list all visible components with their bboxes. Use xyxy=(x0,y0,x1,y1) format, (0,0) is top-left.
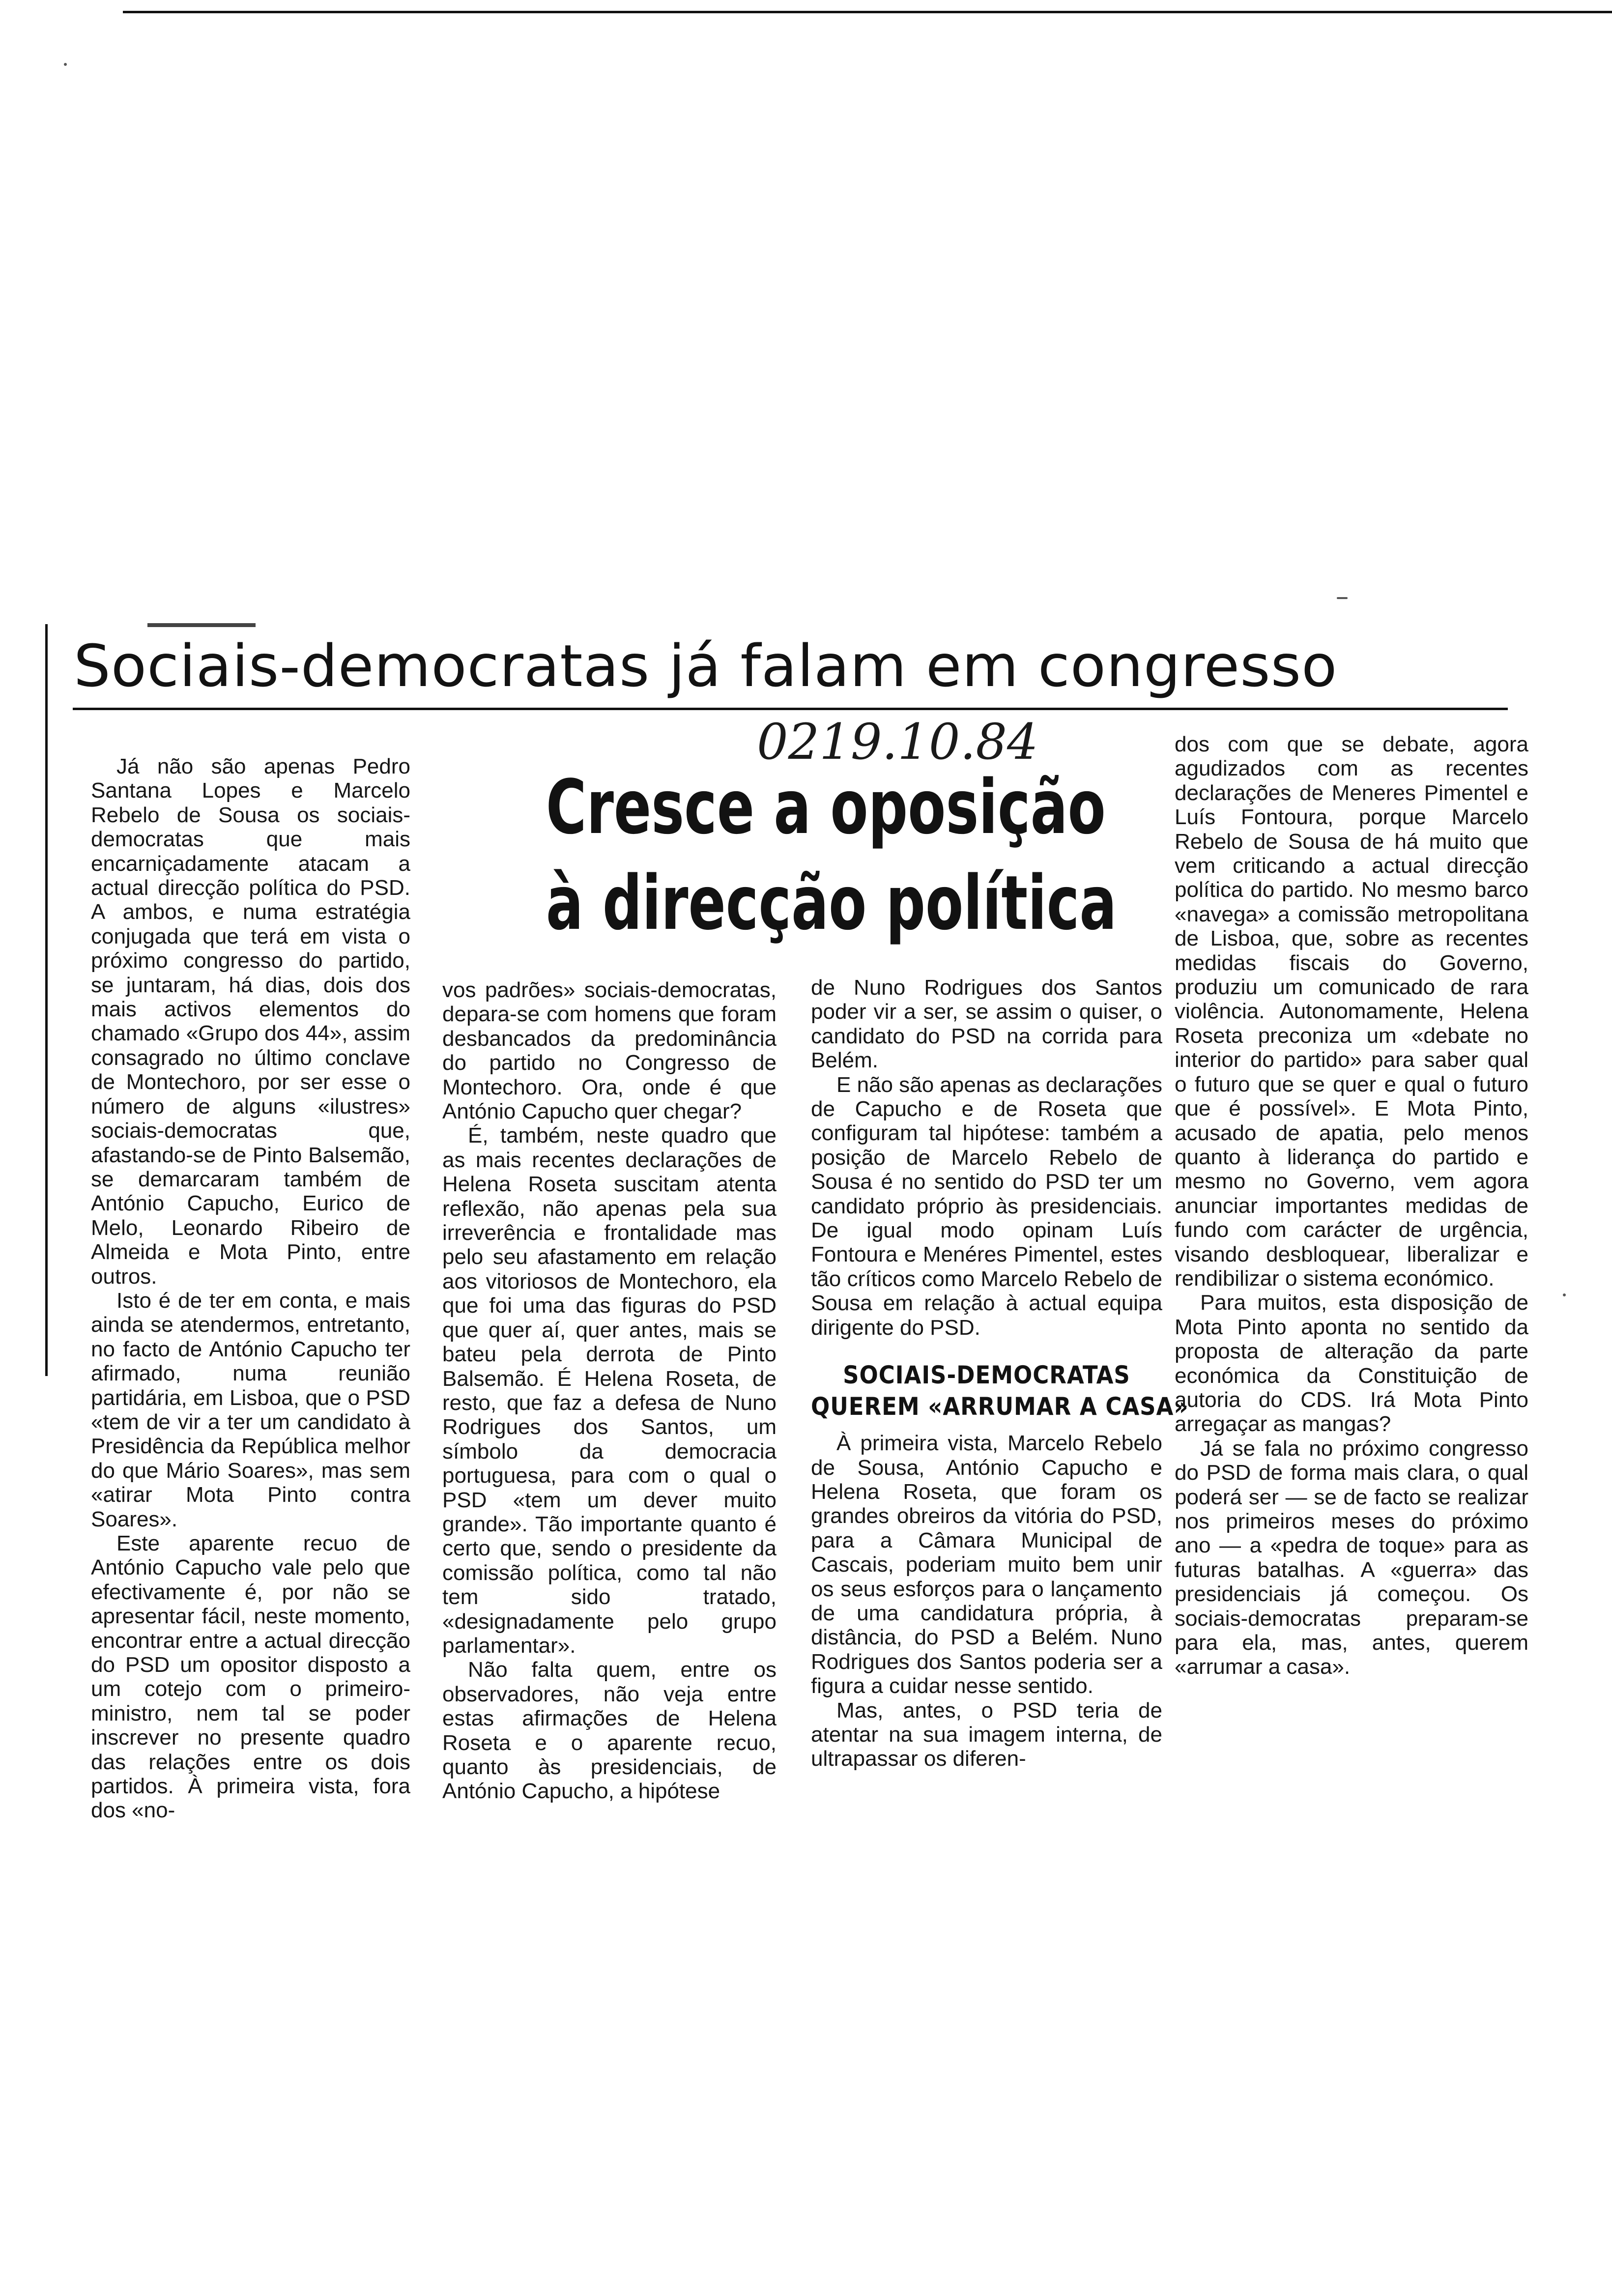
paragraph: Isto é de ter em conta, e mais ainda se atendermos, entretanto, no facto de António Capucho ter afirmado, numa reunião partidária, em Lisboa, que o PSD «tem de vir a ter um candidato à Presidência da República melhor do que Mário Soares», mas sem «atirar Mota Pinto contra Soares». xyxy=(91,1288,410,1531)
paragraph: Já se fala no próximo congresso do PSD de forma mais clara, o qual poderá ser — se de facto se realizar nos primeiros meses do próximo ano — a «pedra de toque» para as futuras batalhas. A «guerra» das presidenciais já começou. Os sociais-democratas preparam-se para ela, mas, antes, querem «arrumar a casa». xyxy=(1175,1436,1528,1679)
paragraph: dos com que se debate, agora agudizados com as recentes declarações de Meneres Pimentel e Luís Fontoura, porque Marcelo Rebelo de Sousa de há muito que vem criticando a actual direcção política do partido. No mesmo barco «navega» a comissão metropolitana de Lisboa, que, sobre as recentes medidas fiscais do Governo, produziu um comunicado de rara violência. Autonomamente, Helena Roseta preconiza um «debate no interior do partido» para saber qual o futuro que se quer e qual o futuro que é possível». E Mota Pinto, acusado de apatia, pelo menos quanto à liderança do partido e mesmo no Governo, vem agora anunciar importantes medidas de fundo com carácter de urgência, visando desbloquear, liberalizar e rendibilizar o sistema económico. xyxy=(1175,732,1528,1291)
section-heading xyxy=(811,1359,1189,1422)
scan-speck xyxy=(1337,597,1348,599)
paragraph: Este aparente recuo de António Capucho vale pelo que efectivamente é, por não se apresentar fácil, neste momento, encontrar entre a actual direcção do PSD um opositor disposto a um cotejo com o primeiro-ministro, nem tal se poder inscrever no presente quadro das relações entre os dois partidos. À primeira vista, fora dos «no- xyxy=(91,1531,410,1823)
paragraph: E não são apenas as declarações de Capucho e de Roseta que configuram tal hipótese: também a posição de Marcelo Rebelo de Sousa é no sentido do PSD ter um candidato próprio às presidenciais. De igual modo opinam Luís Fontoura e Menéres Pimentel, estes tão críticos como Marcelo Rebelo de Sousa em relação à actual equipa dirigente do PSD. xyxy=(811,1072,1162,1340)
article-column-4 xyxy=(1175,732,1528,1946)
subhead-line-1: Cresce a oposição xyxy=(546,764,1106,851)
section-heading-line-2: QUEREM «ARRUMAR A CASA» xyxy=(811,1392,1189,1421)
paragraph: À primeira vista, Marcelo Rebelo de Sousa, António Capucho e Helena Roseta, que foram os grandes obreiros da vitória do PSD, para a Câmara Municipal de Cascais, poderiam muito bem unir os seus esforços para o lançamento de uma candidatura própria, à distância, do PSD a Belém. Nuno Rodrigues dos Santos poderia ser a figura a cuidar nesse sentido. xyxy=(811,1431,1162,1698)
paragraph: de Nuno Rodrigues dos Santos poder vir a ser, se assim o quiser, o candidato do PSD na corrida para Belém. xyxy=(811,976,1162,1073)
subhead-line-2: à direcção política xyxy=(546,860,1117,947)
article-left-border xyxy=(45,624,48,1376)
headline-text: Sociais-democratas já falam em congresso xyxy=(74,632,1338,700)
paragraph: vos padrões» sociais-democratas, depara-se com homens que foram desbancados da predominância do partido no Congresso de Montechoro. Ora, onde é que António Capucho quer chegar? xyxy=(442,978,777,1124)
paragraph: Já não são apenas Pedro Santana Lopes e Marcelo Rebelo de Sousa os sociais-democratas que mais encarniçadamente atacam a actual direcção política do PSD. A ambos, e numa estratégia conjugada que terá em vista o próximo congresso do partido, se juntaram, há dias, dois dos mais activos elementos do chamado «Grupo dos 44», assim consagrado no último conclave de Montechoro, por ser esse o número de alguns «ilustres» sociais-democratas que, afastando-se de Pinto Balsemão, se demarcaram também de António Capucho, Eurico de Melo, Leonardo Ribeiro de Almeida e Mota Pinto, entre outros. xyxy=(91,754,410,1289)
article-column-2 xyxy=(442,978,777,1951)
paragraph: Mas, antes, o PSD teria de atentar na sua imagem interna, de ultrapassar os diferen- xyxy=(811,1698,1162,1771)
article-column-1 xyxy=(91,754,410,1944)
paragraph: Para muitos, esta disposição de Mota Pinto aponta no sentido da proposta de alteração da parte económica da Constituição de autoria do CDS. Irá Mota Pinto arregaçar as mangas? xyxy=(1175,1291,1528,1436)
paragraph: Não falta quem, entre os observadores, não veja entre estas afirmações de Helena Roseta e o aparente recuo, quanto às presidenciais, de António Capucho, a hipótese xyxy=(442,1658,777,1804)
article-column-3 xyxy=(811,976,1189,1919)
handwritten-date-note: 0219.10.84 xyxy=(757,713,1038,771)
article-subheadline xyxy=(546,759,1117,956)
section-heading-line-1: SOCIAIS-DEMOCRATAS xyxy=(843,1361,1130,1390)
paragraph: É, também, neste quadro que as mais recentes declarações de Helena Roseta suscitam atenta reflexão, não apenas pela sua irreverência e frontalidade mas pelo seu afastamento em relação aos vitoriosos de Montechoro, ela que foi uma das figuras do PSD que quer aí, quer antes, mais se bateu pela derrota de Pinto Balsemão. É Helena Roseta, de resto, que faz a defesa de Nuno Rodrigues dos Santos, um símbolo da democracia portuguesa, para com o qual o PSD «tem um dever muito grande». Tão importante quanto é certo que, sendo o presidente da comissão política, como tal não tem sido tratado, «designadamente pelo grupo parlamentar». xyxy=(442,1123,777,1658)
scan-speck xyxy=(64,63,67,66)
scan-speck xyxy=(1563,1293,1566,1296)
top-border-line xyxy=(123,11,1612,13)
article-headline xyxy=(74,624,1514,708)
